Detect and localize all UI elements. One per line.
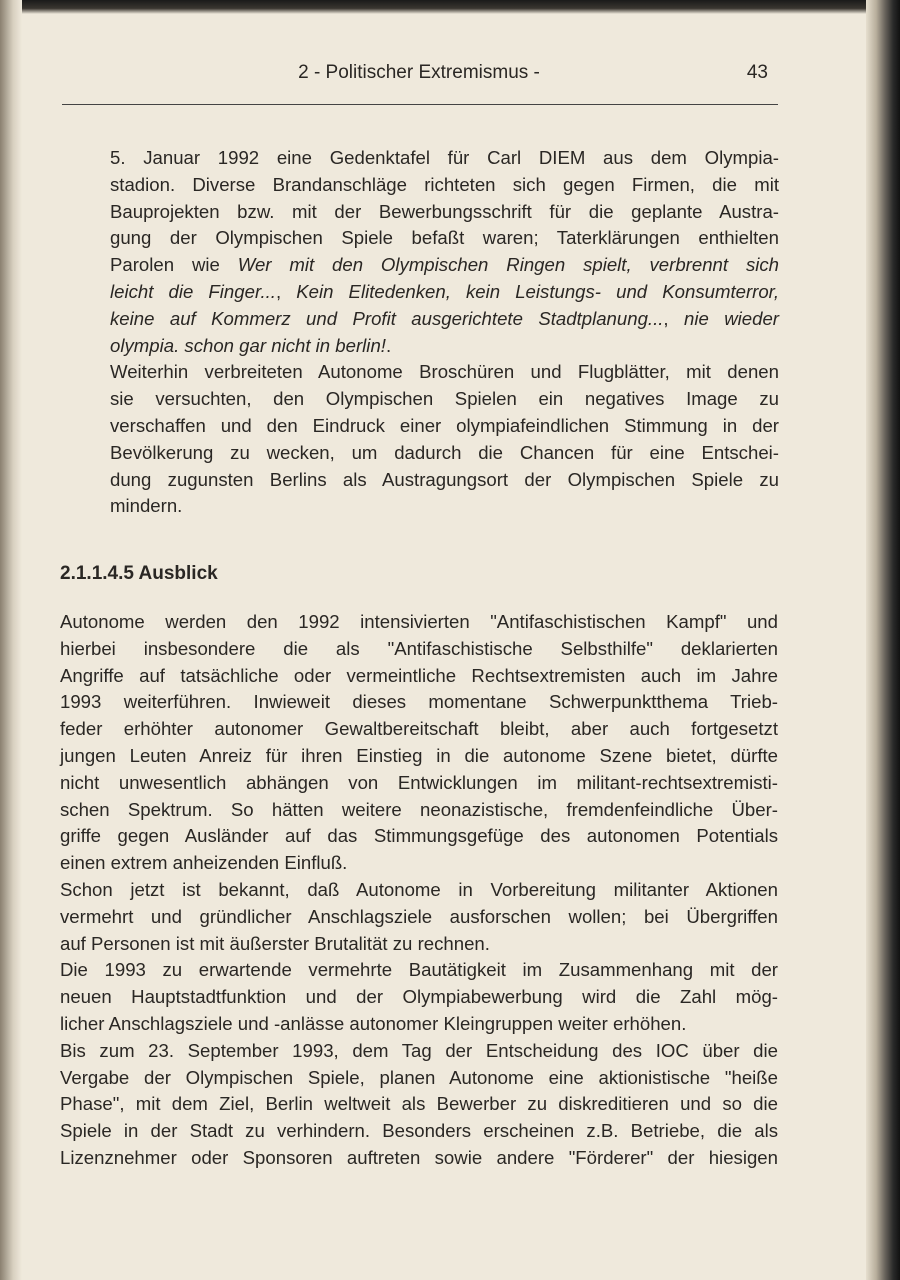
text-line — [110, 145, 779, 172]
text-segment: Bis zum 23. September 1993, dem Tag der Entscheidung des IOC über die — [60, 1039, 778, 1061]
text-segment: . — [385, 334, 392, 356]
text-segment: licher Anschlagsziele und -anlässe autonomer Kleingruppen weiter erhöhen. — [60, 1012, 687, 1034]
text-line — [110, 252, 779, 279]
text-line — [60, 716, 778, 743]
text-line — [60, 1038, 778, 1065]
text-line — [60, 1011, 778, 1038]
text-line — [110, 413, 779, 440]
text-segment: einen extrem anheizenden Einfluß. — [60, 852, 348, 874]
text-line — [60, 1118, 778, 1145]
text-segment: Autonome werden den 1992 intensivierten "Antifaschistischen Kampf" und — [60, 611, 778, 632]
text-line — [60, 850, 778, 877]
text-line — [110, 172, 779, 199]
text-segment: vermehrt und gründlicher Anschlagsziele ausforschen wollen; bei Übergriffen — [60, 905, 778, 927]
text-line — [110, 279, 779, 306]
text-segment: verschaffen und den Eindruck einer olympiafeindlichen Stimmung in der — [110, 414, 779, 436]
text-line — [60, 877, 778, 904]
text-segment: Vergabe der Olympischen Spiele, planen Autonome eine aktionistische "heiße — [60, 1066, 778, 1088]
text-line — [60, 1065, 778, 1092]
text-segment: hierbei insbesondere die als "Antifaschistische Selbsthilfe" deklarierten — [60, 637, 778, 659]
text-line — [60, 823, 778, 850]
text-segment: neuen Hauptstadtfunktion und der Olympiabewerbung wird die Zahl mög- — [60, 986, 778, 1008]
italic-quote: leicht die Finger... — [110, 280, 276, 302]
text-line — [60, 984, 778, 1011]
text-segment: dung zugunsten Berlins als Austragungsort der Olympischen Spiele zu — [110, 468, 779, 490]
text-segment: nicht unwesentlich abhängen von Entwicklungen im militant-rechtsextremisti- — [60, 771, 778, 793]
text-line — [60, 1091, 778, 1118]
italic-quote: nie wieder — [684, 307, 779, 329]
text-segment: , — [275, 280, 297, 302]
scan-left-shadow — [0, 0, 22, 1280]
text-segment: sie versuchten, den Olympischen Spielen ein negatives Image zu — [110, 388, 779, 410]
text-segment: Weiterhin verbreiteten Autonome Broschüren und Flugblätter, mit denen — [110, 361, 779, 383]
text-line — [60, 904, 778, 931]
text-segment: Die 1993 zu erwartende vermehrte Bautätigkeit im Zusammenhang mit der — [60, 959, 778, 981]
italic-quote: Kein Elitedenken, kein Leistungs- und Konsumterror, — [296, 280, 780, 302]
text-segment: griffe gegen Ausländer auf das Stimmungsgefüge des autonomen Potentials — [60, 825, 778, 847]
text-line — [110, 225, 779, 252]
text-segment: Parolen wie — [110, 254, 238, 276]
text-line — [110, 306, 779, 333]
italic-quote: Wer mit den Olympischen Ringen spielt, verbrennt sich — [237, 254, 780, 276]
text-segment: feder erhöhter autonomer Gewaltbereitschaft bleibt, aber auch fortgesetzt — [60, 718, 778, 740]
section-heading: 2.1.1.4.5 Ausblick — [60, 563, 218, 584]
text-segment: , — [663, 307, 684, 329]
text-line — [60, 609, 778, 636]
text-segment: auf Personen ist mit äußerster Brutalität zu rechnen. — [60, 932, 490, 954]
text-line — [110, 199, 779, 226]
text-line — [110, 333, 779, 360]
text-segment: Schon jetzt ist bekannt, daß Autonome in Vorbereitung militanter Aktionen — [60, 878, 778, 900]
italic-quote: keine auf Kommerz und Profit ausgerichtete Stadtplanung... — [110, 307, 664, 329]
text-line — [60, 770, 778, 797]
text-line — [60, 689, 778, 716]
text-line — [60, 957, 778, 984]
text-line — [110, 359, 779, 386]
text-segment: 5. Januar 1992 eine Gedenktafel für Carl DIEM aus dem Olympia- — [110, 147, 779, 168]
text-segment: 1993 weiterführen. Inwieweit dieses momentane Schwerpunktthema Trieb- — [60, 691, 778, 713]
running-header — [60, 62, 778, 90]
text-line — [60, 743, 778, 770]
text-line — [60, 931, 778, 958]
text-segment: jungen Leuten Anreiz für ihren Einstieg in die autonome Szene bietet, dürfte — [60, 744, 778, 766]
scan-top-edge — [0, 0, 900, 14]
text-segment: Phase", mit dem Ziel, Berlin weltweit als Bewerber zu diskreditieren und so die — [60, 1093, 778, 1115]
page-number: 43 — [746, 62, 768, 83]
text-line — [60, 1145, 778, 1172]
text-line — [110, 386, 779, 413]
text-line — [60, 636, 778, 663]
header-rule — [62, 104, 778, 105]
text-segment: mindern. — [110, 495, 183, 517]
text-segment: Bevölkerung zu wecken, um dadurch die Chancen für eine Entschei- — [110, 441, 779, 463]
text-segment: Spiele in der Stadt zu verhindern. Besonders erscheinen z.B. Betriebe, die als — [60, 1120, 778, 1142]
header-title: 2 - Politischer Extremismus - — [298, 62, 540, 83]
text-segment: gung der Olympischen Spiele befaßt waren; Taterklärungen enthielten — [110, 227, 779, 249]
italic-quote: olympia. schon gar nicht in berlin! — [110, 334, 386, 356]
text-segment: stadion. Diverse Brandanschläge richteten sich gegen Firmen, die mit — [110, 173, 779, 195]
text-block-ausblick — [60, 609, 778, 1172]
text-segment: Lizenznehmer oder Sponsoren auftreten sowie andere "Förderer" der hiesigen — [60, 1146, 778, 1168]
text-line — [110, 467, 779, 494]
book-binding-edge — [866, 0, 900, 1280]
text-line — [110, 440, 779, 467]
text-segment: Angriffe auf tatsächliche oder vermeintliche Rechtsextremisten auch im Jahre — [60, 664, 778, 686]
text-line — [110, 493, 779, 520]
text-segment: Bauprojekten bzw. mit der Bewerbungsschrift für die geplante Austra- — [110, 200, 779, 222]
text-line — [60, 797, 778, 824]
text-segment: schen Spektrum. So hätten weitere neonazistische, fremdenfeindliche Über- — [60, 798, 778, 820]
text-line — [60, 663, 778, 690]
text-block-continuation — [110, 145, 779, 520]
